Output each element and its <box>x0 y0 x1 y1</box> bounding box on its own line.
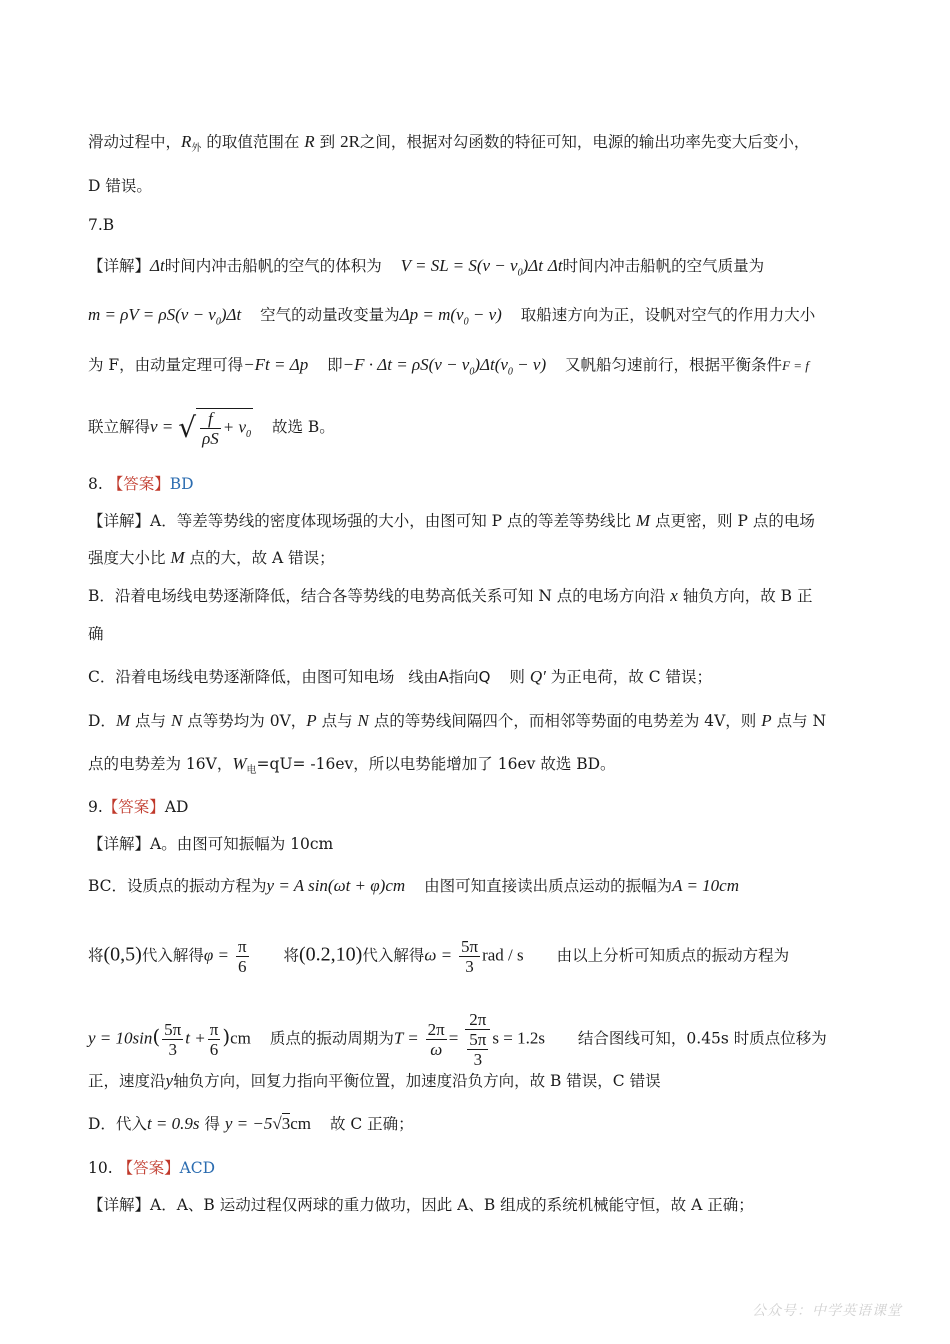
q9-detail-bc2: 将(0,5)代入解得φ = $\frac{\pi}{6}$ 将(0.2,10)代入解得ω = $\frac{5\pi}{3}$ rad / s 由以上分析可知质点的振动方程为 <box>88 937 790 976</box>
q8-detail-d2: 点的电势差为 16V，$W_电=qU= -16ev$，所以电势能增加了 16ev 故选 BD。 <box>88 754 616 777</box>
question-10-answer: 10. 【答案】ACD <box>88 1159 216 1177</box>
q8-detail-c: C．沿着电场线电势逐渐降低，由图可知电场 线由A指向Q 则 Q′ 为正电荷，故 C 错误； <box>88 667 712 686</box>
q9-detail-bc3: y = 10sin( $\frac{5\pi}{3}$ t + $\frac{\pi}{6}$ )cm 质点的振动周期为T = $\frac{2\pi}{\omega}$ = $\frac{2\pi}{\frac{5\pi}{3}}$ s = 1.2s 结合图线可知，0.45s 时质点位移为 <box>88 1010 827 1069</box>
q8-detail-b2: 确 <box>88 625 104 643</box>
question-8-answer: 8. 【答案】BD <box>88 475 194 493</box>
question-9-answer: 9.【答案】AD <box>88 798 189 816</box>
q7-detail-line-4: 联立解得v = √ $\frac{f}{\rho S}$ + $v_0$ 故选 B。 <box>88 409 335 448</box>
text-line: 滑动过程中，$R_外$ 的取值范围在 R 到 2R之间，根据对勾函数的特征可知，电源的输出功率先变大后变小， <box>88 132 810 155</box>
question-7-answer: 7.B <box>88 216 115 234</box>
q9-detail-d: D．代入t = 0.9s 得 y = −5√3cm 故 C 正确； <box>88 1114 414 1133</box>
text-line: D 错误。 <box>88 177 152 195</box>
q8-detail-b: B．沿着电场线电势逐渐降低，结合各等势线的电势高低关系可知 N 点的电场方向沿 x 轴负方向，故 B 正 <box>88 586 813 605</box>
q7-detail-line-3: 为 F，由动量定理可得−Ft = Δp 即$-F \cdot \Delta t = \rho S(v - v_0)\Delta t(v_0 - v)$ 又帆船匀速前行，根据平衡条件F = f <box>88 355 809 378</box>
q8-detail-d: D．M 点与 N 点等势均为 0V，P 点与 N 点的等势线间隔四个，而相邻等势面的电势差为 4V，则 P 点与 N <box>88 711 827 730</box>
q9-detail-bc1: BC．设质点的振动方程为y = A sin(ωt + φ)cm 由图可知直接读出质点运动的振幅为A = 10cm <box>88 876 739 895</box>
watermark: 公众号：中学英语课堂 <box>752 1303 902 1319</box>
q9-detail-a: 【详解】A。由图可知振幅为 10cm <box>88 835 334 853</box>
q10-detail-a: 【详解】A．A、B 运动过程仅两球的重力做功，因此 A、B 组成的系统机械能守恒，故 A 正确； <box>88 1196 754 1214</box>
q8-detail-a2: 强度大小比 M 点的大，故 A 错误； <box>88 548 335 567</box>
q7-detail-line-1: 【详解】Δt时间内冲击船帆的空气的体积为 V = SL = $S(v - v_0)\Delta t$ Δt时间内冲击船帆的空气质量为 <box>88 256 765 279</box>
q7-detail-line-2: $m = \rho V = \rho S(v - v_0)\Delta t$ 空气的动量改变量为$\Delta p = m(v_0 - v)$ 取船速方向为正，设帆对空气的作用力大小 <box>88 305 816 328</box>
sqrt-expression: √ $\frac{f}{\rho S}$ + $v_0$ <box>178 409 252 448</box>
q8-detail-a: 【详解】A．等差等势线的密度体现场强的大小，由图可知 P 点的等差等势线比 M 点更密，则 P 点的电场 <box>88 511 815 530</box>
q9-detail-bc4: 正，速度沿y轴负方向，回复力指向平衡位置，加速度沿负方向，故 B 错误，C 错误 <box>88 1071 661 1090</box>
